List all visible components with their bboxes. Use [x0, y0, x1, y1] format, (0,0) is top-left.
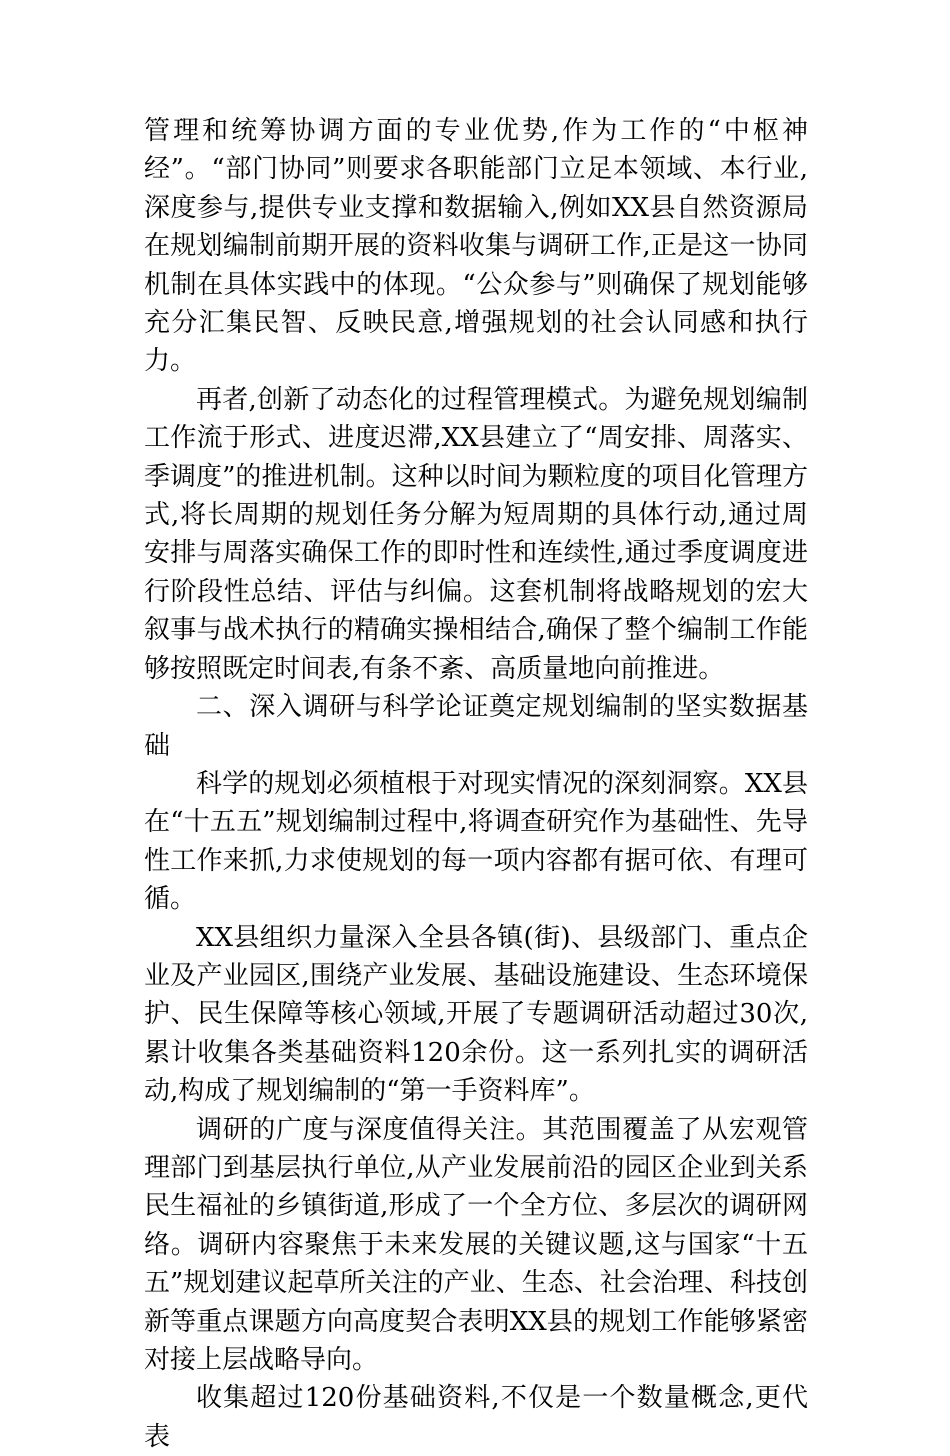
paragraph-process-management: 再者,创新了动态化的过程管理模式。为避免规划编制工作流于形式、进度迟滞,XX县建立了“周安排、周落实、季调度”的推进机制。这种以时间为颗粒度的项目化管理方式,将长周期的规划任务分解为短周期的具体行动,通过周安排与周落实确保工作的即时性和连续性,通过季度调度进行阶段性总结、评估与纠偏。这套机制将战略规划的宏大叙事与战术执行的精确实操相结合,确保了整个编制工作能够按照既定时间表,有条不紊、高质量地向前推进。 [144, 384, 808, 684]
section-heading-research: 二、深入调研与科学论证奠定规划编制的坚实数据基础 [144, 692, 808, 761]
paragraph-scientific-planning: 科学的规划必须植根于对现实情况的深刻洞察。XX县在“十五五”规划编制过程中,将调查研究作为基础性、先导性工作来抓,力求使规划的每一项内容都有据可依、有理可循。 [144, 768, 808, 915]
document-page [144, 112, 808, 1456]
paragraph-research-activities: XX县组织力量深入全县各镇(街)、县级部门、重点企业及产业园区,围绕产业发展、基础设施建设、生态环境保护、民生保障等核心领域,开展了专题调研活动超过30次,累计收集各类基础资料120余份。这一系列扎实的调研活动,构成了规划编制的“第一手资料库”。 [144, 922, 808, 1107]
paragraph-materials-collected: 收集超过120份基础资料,不仅是一个数量概念,更代表 [144, 1383, 808, 1452]
paragraph-research-scope: 调研的广度与深度值得关注。其范围覆盖了从宏观管理部门到基层执行单位,从产业发展前沿的园区企业到关系民生福祉的乡镇街道,形成了一个全方位、多层次的调研网络。调研内容聚焦于未来发展的关键议题,这与国家“十五五”规划建议起草所关注的产业、生态、社会治理、科技创新等重点课题方向高度契合表明XX县的规划工作能够紧密对接上层战略导向。 [144, 1114, 808, 1375]
paragraph-continuation: 管理和统筹协调方面的专业优势,作为工作的“中枢神经”。“部门协同”则要求各职能部门立足本领域、本行业,深度参与,提供专业支撑和数据输入,例如XX县自然资源局在规划编制前期开展的资料收集与调研工作,正是这一协同机制在具体实践中的体现。“公众参与”则确保了规划能够充分汇集民智、反映民意,增强规划的社会认同感和执行力。 [144, 116, 808, 377]
